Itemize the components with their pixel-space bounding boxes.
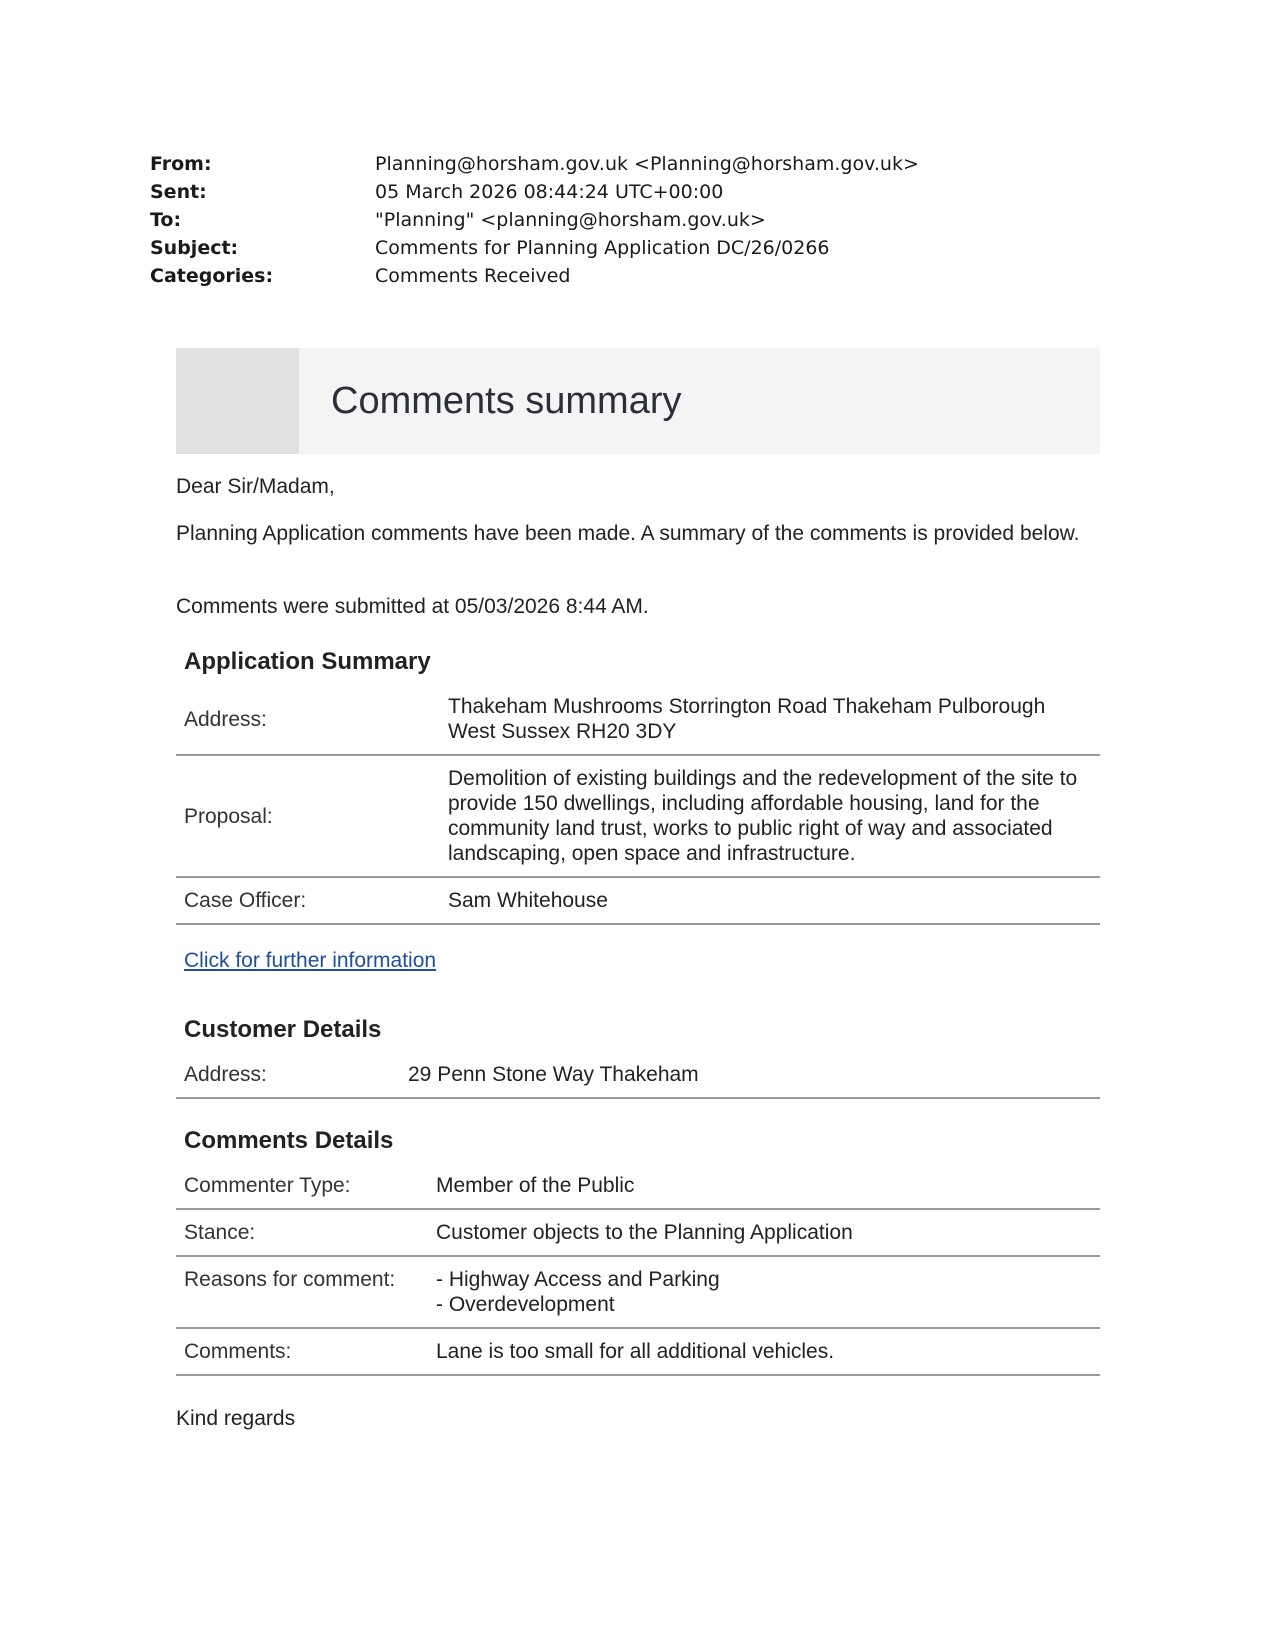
sign-off: Kind regards (176, 1407, 296, 1430)
proposal-value: Demolition of existing buildings and the redevelopment of the site to provide 150 dwellings, including affordable housing, land for the community land trust, works to public right of way and associated landscaping, open space and infrastructure. (440, 755, 1100, 877)
comments-label: Comments: (176, 1328, 428, 1375)
address-label: Address: (176, 684, 440, 755)
comments-value: Lane is too small for all additional vehicles. (428, 1328, 1100, 1375)
application-summary-section (176, 648, 1100, 925)
application-summary-table (176, 684, 1100, 925)
customer-details-table (176, 1052, 1100, 1099)
table-row (176, 1209, 1100, 1256)
customer-address-value: 29 Penn Stone Way Thakeham (400, 1052, 1100, 1098)
table-row (176, 1052, 1100, 1098)
banner-title-area (299, 348, 1100, 454)
customer-details-section (176, 1016, 1100, 1099)
comments-summary-banner (176, 348, 1100, 454)
subject-row (150, 234, 1050, 262)
case-officer-value: Sam Whitehouse (440, 877, 1100, 924)
customer-details-title: Customer Details (184, 1016, 382, 1043)
table-row (176, 877, 1100, 924)
table-row (176, 1163, 1100, 1209)
categories-value: Comments Received (375, 265, 571, 287)
comments-details-table (176, 1163, 1100, 1376)
reason-item: - Overdevelopment (436, 1293, 615, 1316)
subject-value: Comments for Planning Application DC/26/0266 (375, 237, 830, 259)
submitted-text: Comments were submitted at 05/03/2026 8:44 AM. (176, 595, 649, 618)
to-value: "Planning" <planning@horsham.gov.uk> (375, 209, 766, 231)
from-value: Planning@horsham.gov.uk <Planning@horsham.gov.uk> (375, 153, 919, 175)
sent-value: 05 March 2026 08:44:24 UTC+00:00 (375, 181, 724, 203)
table-row (176, 684, 1100, 755)
table-row (176, 755, 1100, 877)
sent-label: Sent: (150, 181, 207, 203)
sent-row (150, 178, 1050, 206)
commenter-type-label: Commenter Type: (176, 1163, 428, 1209)
from-row (150, 150, 1050, 178)
categories-row (150, 262, 1050, 290)
customer-address-label: Address: (176, 1052, 400, 1098)
reason-item: - Highway Access and Parking (436, 1268, 720, 1291)
categories-label: Categories: (150, 265, 274, 287)
further-info-link[interactable]: Click for further information (184, 949, 437, 972)
from-label: From: (150, 153, 212, 175)
to-label: To: (150, 209, 182, 231)
commenter-type-value: Member of the Public (428, 1163, 1100, 1209)
stance-label: Stance: (176, 1209, 428, 1256)
application-summary-title: Application Summary (184, 648, 431, 675)
comments-details-section (176, 1127, 1100, 1376)
greeting: Dear Sir/Madam, (176, 475, 335, 498)
proposal-label: Proposal: (176, 755, 440, 877)
email-header (150, 150, 1050, 290)
case-officer-label: Case Officer: (176, 877, 440, 924)
intro-text: Planning Application comments have been made. A summary of the comments is provided below. (176, 522, 1080, 545)
table-row (176, 1256, 1100, 1328)
further-info-row (184, 949, 436, 973)
reasons-label: Reasons for comment: (176, 1256, 428, 1328)
subject-label: Subject: (150, 237, 239, 259)
comments-details-title: Comments Details (184, 1127, 394, 1154)
reasons-value (428, 1256, 1100, 1328)
banner-logo-area (176, 348, 299, 454)
stance-value: Customer objects to the Planning Application (428, 1209, 1100, 1256)
banner-title: Comments summary (331, 379, 682, 422)
table-row (176, 1328, 1100, 1375)
to-row (150, 206, 1050, 234)
address-value: Thakeham Mushrooms Storrington Road Thakeham Pulborough West Sussex RH20 3DY (440, 684, 1100, 755)
